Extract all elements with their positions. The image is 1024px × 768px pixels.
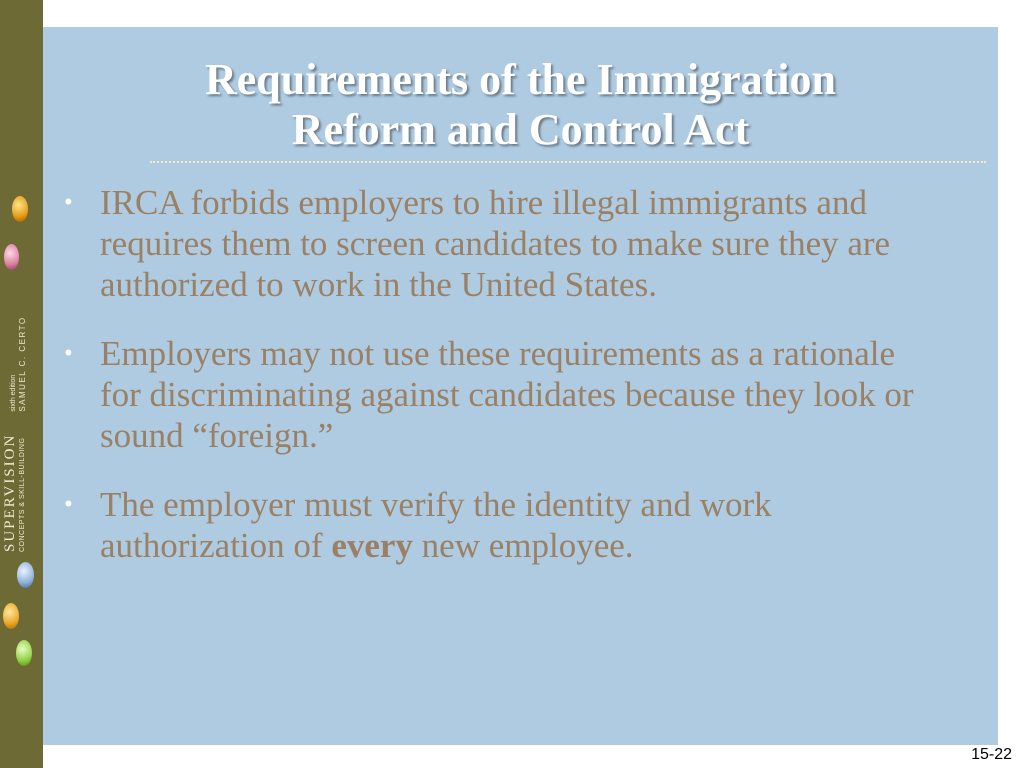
title-line-2: Reform and Control Act xyxy=(291,105,750,154)
sidebar xyxy=(0,0,43,768)
bullet-dot-icon: • xyxy=(64,340,73,367)
bullet-dot-icon: • xyxy=(64,491,73,518)
brand-edition: sixth edition xyxy=(10,374,17,412)
slide-title xyxy=(43,55,998,155)
pink-gem-icon xyxy=(4,244,19,270)
amber-gem-icon xyxy=(12,196,28,222)
title-divider xyxy=(150,161,986,163)
page-number: 15-22 xyxy=(971,746,1012,763)
bullet-text-end: new employee. xyxy=(412,526,634,565)
bullet-text-start: The employer must verify the identity and work authorization of xyxy=(100,485,772,565)
orange-gem-icon xyxy=(3,603,19,629)
bullet-text: Employers may not use these requirements as a rationale for discriminating against candidates because they look or sound “foreign.” xyxy=(100,334,914,455)
title-line-1: Requirements of the Immigration xyxy=(205,55,836,104)
sidebar-brand xyxy=(2,316,27,552)
bullet-item xyxy=(60,484,940,566)
bullet-list xyxy=(60,182,940,594)
bullet-text-emphasis: every xyxy=(331,526,413,565)
bullet-item xyxy=(60,333,940,456)
bullet-dot-icon: • xyxy=(64,189,73,216)
bullet-text: IRCA forbids employers to hire illegal immigrants and requires them to screen candidates to make sure they are authorized to work in the United States. xyxy=(100,183,891,304)
green-gem-icon xyxy=(16,640,32,666)
brand-author: SAMUEL C. CERTO xyxy=(18,316,27,412)
brand-tagline: CONCEPTS & SKILL-BUILDING xyxy=(19,437,26,552)
blue-gem-icon xyxy=(17,562,34,588)
bullet-item xyxy=(60,182,940,305)
brand-title: SUPERVISION xyxy=(2,433,18,552)
